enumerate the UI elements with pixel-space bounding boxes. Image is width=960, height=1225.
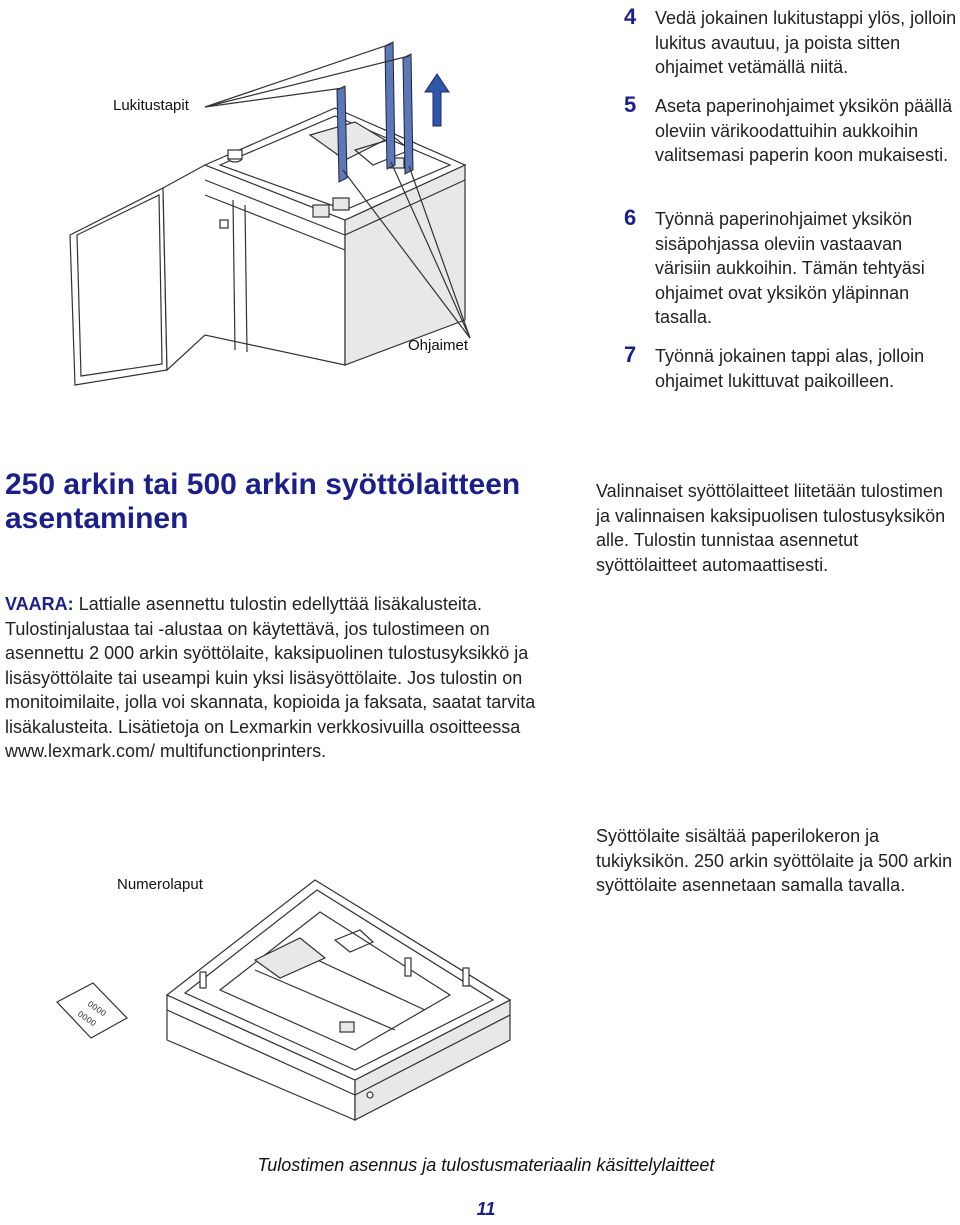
warning-label: VAARA: xyxy=(5,594,74,614)
contents-paragraph: Syöttölaite sisältää paperilokeron ja tukiyksikön. 250 arkin syöttölaite ja 500 arkin syöttölaite asennetaan samalla tavalla. xyxy=(596,826,953,895)
tag-digits-1: 0000 xyxy=(75,1009,98,1029)
tag-digits-2: 0000 xyxy=(85,999,108,1019)
paper-guide-3 xyxy=(403,54,413,174)
step-number: 7 xyxy=(624,342,637,367)
warning-text: Lattialle asennettu tulostin edellyttää lisäkalusteita. Tulostinjalustaa tai -alustaa on käytettävä, jos tulostimeen on asennettu 2 000 arkin syöttölaite, kaksipuolinen tulostusyksikkö ja lisäsyöttölaite tai useampi kuin yksi lisäsyöttölaite. Jos tulostin on monitoimilaite, jolla voi skannata, kopioida ja faksata, saatat tarvita lisäkalusteita. Lisätietoja on Lexmarkin verkkosivuilla osoitteessa www.lexmark.com/ multifunctionprinters. xyxy=(5,594,536,761)
arrow-up-icon xyxy=(425,74,449,126)
step-text: Vedä jokainen lukitustappi ylös, jolloin lukitus avautuu, ja poista sitten ohjaimet vetämällä niitä. xyxy=(655,8,957,77)
paper-guide-1 xyxy=(337,86,347,182)
intro-paragraph: Valinnaiset syöttölaitteet liitetään tulostimen ja valinnaisen kaksipuolisen tulostusyksikön alle. Tulostin tunnistaa asennetut syöttölaitteet automaattisesti. xyxy=(596,481,946,575)
number-tags-callout-label: Numerolaput xyxy=(117,876,203,893)
step-number: 5 xyxy=(624,92,637,117)
step-text: Työnnä jokainen tappi alas, jolloin ohjaimet lukittuvat paikoilleen. xyxy=(655,346,925,391)
page-number: 11 xyxy=(476,1199,496,1219)
step-text: Työnnä paperinohjaimet yksikön sisäpohjassa oleviin vastaavan värisiin aukkoihin. Tämän tehtyäsi ohjaimet ovat yksikön yläpinnan tasalla. xyxy=(655,209,925,327)
guides-callout-label: Ohjaimet xyxy=(408,337,469,354)
step-number: 4 xyxy=(624,4,637,29)
step-text: Aseta paperinohjaimet yksikön päällä oleviin värikoodattuihin aukkoihin valitsemasi paperin koon mukaisesti. xyxy=(655,96,953,165)
step-number: 6 xyxy=(624,205,637,230)
pins-callout-label: Lukitustapit xyxy=(113,97,189,114)
number-tags-icon xyxy=(57,983,127,1038)
page-caption: Tulostimen asennus ja tulostusmateriaalin käsittelylaitteet xyxy=(257,1155,715,1175)
warning-paragraph xyxy=(5,592,565,764)
duplex-unit-illustration xyxy=(55,30,475,390)
section-heading: 250 arkin tai 500 arkin syöttölaitteen asentaminen xyxy=(5,468,521,535)
